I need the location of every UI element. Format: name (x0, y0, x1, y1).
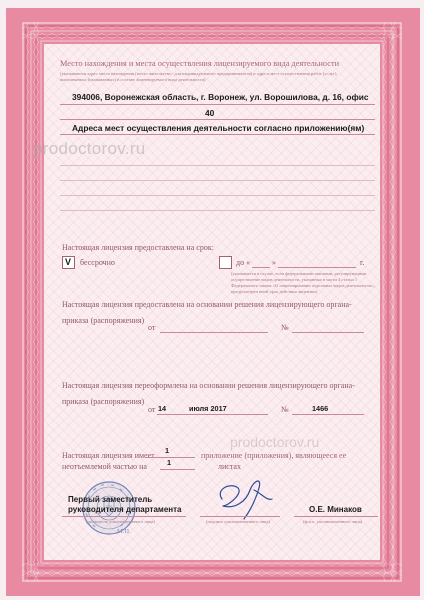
appendix-count1: 1 (165, 446, 170, 455)
term-note-line4: предусмотрен иной срок действия лицензии) (231, 289, 318, 294)
guilloche-line (34, 22, 36, 582)
address-underline-1 (60, 104, 375, 105)
reissue-day: 14 (158, 404, 167, 413)
term-until-checkbox (219, 256, 232, 269)
guilloche-line (22, 27, 402, 29)
blank-line-3 (60, 195, 375, 196)
appendix-suffix1: приложение (приложения), являющееся ее (201, 451, 347, 460)
guilloche-line (27, 22, 29, 582)
indefinite-checkbox (62, 256, 75, 269)
until-day-line (252, 267, 270, 268)
signature-caption: (подпись уполномоченного лица) (206, 519, 270, 524)
guilloche-line (22, 37, 402, 39)
basis-number-sign: № (281, 323, 289, 332)
guilloche-line (22, 564, 402, 566)
header-note-line2: выполняемых (оказываемых) в составе лицензируемого вида деятельности) (60, 77, 206, 82)
guilloche-line (22, 571, 402, 573)
basis-date-line (160, 332, 268, 333)
address-underline-2 (60, 119, 375, 120)
header-title: Место нахождения и места осуществления лицензируемого вида деятельности (60, 59, 340, 68)
address-line3: Адреса мест осуществления деятельности согласно приложению(ям) (72, 123, 365, 133)
appendix-suffix2: листах (218, 462, 241, 471)
guilloche-line (391, 22, 393, 582)
reissue-month-year: июля 2017 (189, 404, 227, 413)
reissue-number-line (292, 414, 364, 415)
guilloche-line (22, 574, 402, 576)
name-underline (294, 516, 378, 517)
term-quote-close: » (272, 258, 276, 267)
address-line1: 394006, Воронежская область, г. Воронеж, ул. Ворошилова, д. 16, офис (72, 92, 369, 102)
position-line1: Первый заместитель (68, 495, 153, 504)
appendix-count2-line (160, 469, 195, 470)
watermark-top: prodoctorov.ru (33, 139, 146, 158)
term-note-line2: осуществление видов деятельности, указанных в части 4 статьи 1 (231, 277, 358, 282)
blank-line-1 (60, 165, 375, 166)
address-underline-3 (60, 134, 375, 135)
reissue-line2: приказа (распоряжения) (62, 397, 145, 406)
until-date-line (278, 267, 356, 268)
term-label: Настоящая лицензия предоставлена на срок: (62, 243, 214, 252)
guilloche-line (37, 22, 39, 582)
basis-number-line (292, 332, 364, 333)
position-line2: руководителя департамента (68, 505, 182, 514)
signatory-name: О.Е. Минаков (309, 505, 362, 514)
watermark-bottom: prodoctorov.ru (230, 434, 320, 450)
name-caption: (ф.и.о. уполномоченного лица) (303, 519, 363, 524)
appendix-count2: 1 (167, 458, 172, 467)
blank-line-2 (60, 180, 375, 181)
term-note-line1: (указывается в случае, если федеральными законами, регулирующими (231, 271, 367, 276)
check-mark: V (65, 257, 72, 267)
position-underline (62, 516, 186, 517)
guilloche-line (22, 34, 402, 36)
reissue-number-sign: № (281, 405, 289, 414)
reissue-line1: Настоящая лицензия переоформлена на основании решения лицензирующего органа- (62, 381, 355, 390)
term-indefinite-label: бессрочно (80, 258, 115, 267)
address-line2: 40 (205, 108, 215, 118)
appendix-line1: Настоящая лицензия имеет (62, 451, 155, 460)
reissue-from-label: от (148, 405, 156, 414)
term-year-suffix: г. (360, 258, 365, 267)
reissue-date-line (157, 414, 268, 415)
appendix-line2: неотъемлемой частью на (62, 462, 147, 471)
stamp-place-label: М.П. (117, 528, 131, 535)
basis-line1: Настоящая лицензия предоставлена на основании решения лицензирующего органа- (62, 300, 352, 309)
reissue-number: 1466 (312, 404, 329, 413)
guilloche-line (394, 22, 396, 582)
signature-underline (200, 516, 280, 517)
guilloche-line (384, 22, 386, 582)
basis-line2: приказа (распоряжения) (62, 316, 145, 325)
header-note-line1: (указываются адрес места нахождения (место жительства - для индивидуального предпринимателя) и адреса мест осуществления работ (услуг), (60, 71, 338, 76)
term-until-label: до « (236, 258, 251, 267)
term-note-line3: Федерального закона «О лицензировании отдельных видов деятельности», (231, 283, 375, 288)
position-caption: (должность уполномоченного лица) (86, 519, 155, 524)
blank-line-4 (60, 210, 375, 211)
basis-from-label: от (148, 323, 156, 332)
